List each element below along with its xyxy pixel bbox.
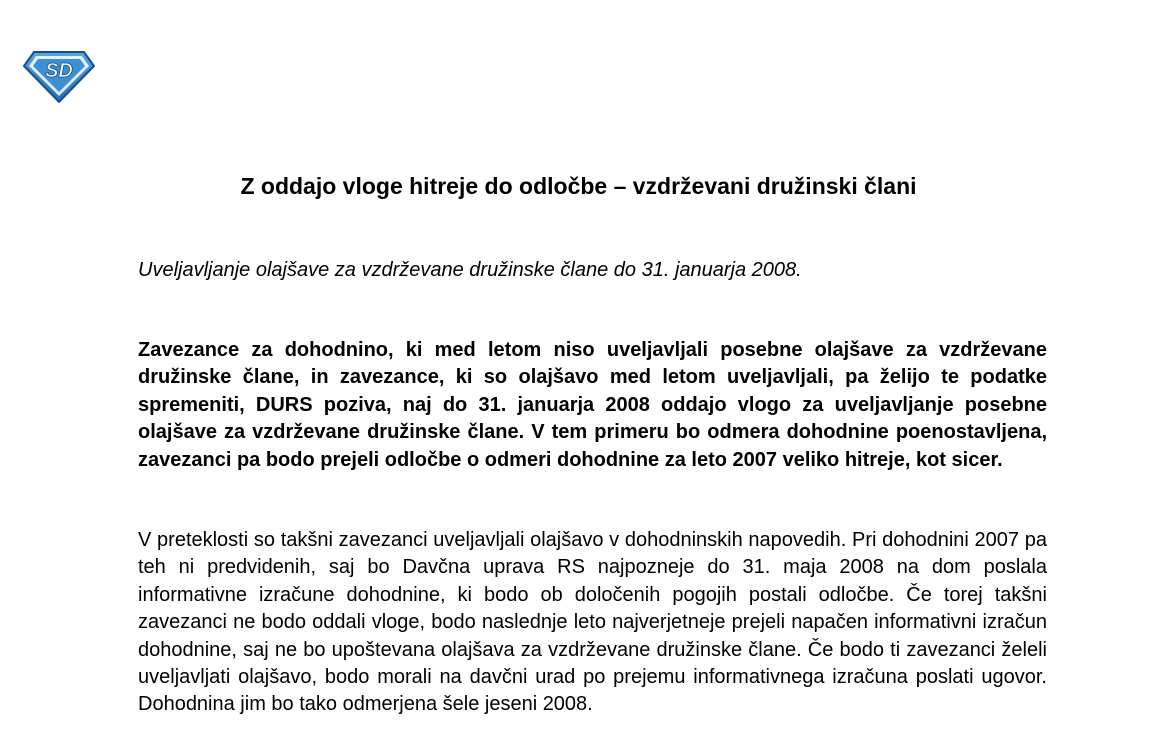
logo-text: SD xyxy=(45,60,73,82)
document-subtitle: Uveljavljanje olajšave za vzdrževane družinske člane do 31. januarja 2008. xyxy=(138,259,802,281)
paragraph-body: V preteklosti so takšni zavezanci uveljavljali olajšavo v dohodninskih napovedih. Pri dohodnini 2007 pa teh ni predvidenih, saj bo Davčna uprava RS najpozneje do 31. maja 2008 na dom poslala informativne izračune dohodnine, ki bodo ob določenih pogojih postali odločbe. Če torej takšni zavezanci ne bodo oddali vloge, bodo naslednje leto najverjetneje prejeli napačen informativni izračun dohodnine, saj ne bo upoštevana olajšava za vzdrževane družinske člane. Če bodo ti zavezanci želeli uveljavljati olajšavo, bodo morali na davčni urad po prejemu informativnega izračuna poslati ugovor. Dohodnina jim bo tako odmerjena šele jeseni 2008. xyxy=(138,529,1047,716)
document-title: Z oddajo vloge hitreje do odločbe – vzdrževani družinski člani xyxy=(240,173,917,199)
paragraph-lead: Zavezance za dohodnino, ki med letom niso uveljavljali posebne olajšave za vzdrževane družinske člane, in zavezance, ki so olajšavo med letom uveljavljali, pa želijo te podatke spremeniti, DURS poziva, naj do 31. januarja 2008 oddajo vlogo za uveljavljanje posebne olajšave za vzdrževane družinske člane. V tem primeru bo odmera dohodnine poenostavljena, zavezanci pa bodo prejeli odločbe o odmeri dohodnine za leto 2007 veliko hitreje, kot sicer. xyxy=(138,339,1047,471)
logo-graphic xyxy=(22,50,96,104)
logo-shield-icon xyxy=(22,50,96,104)
